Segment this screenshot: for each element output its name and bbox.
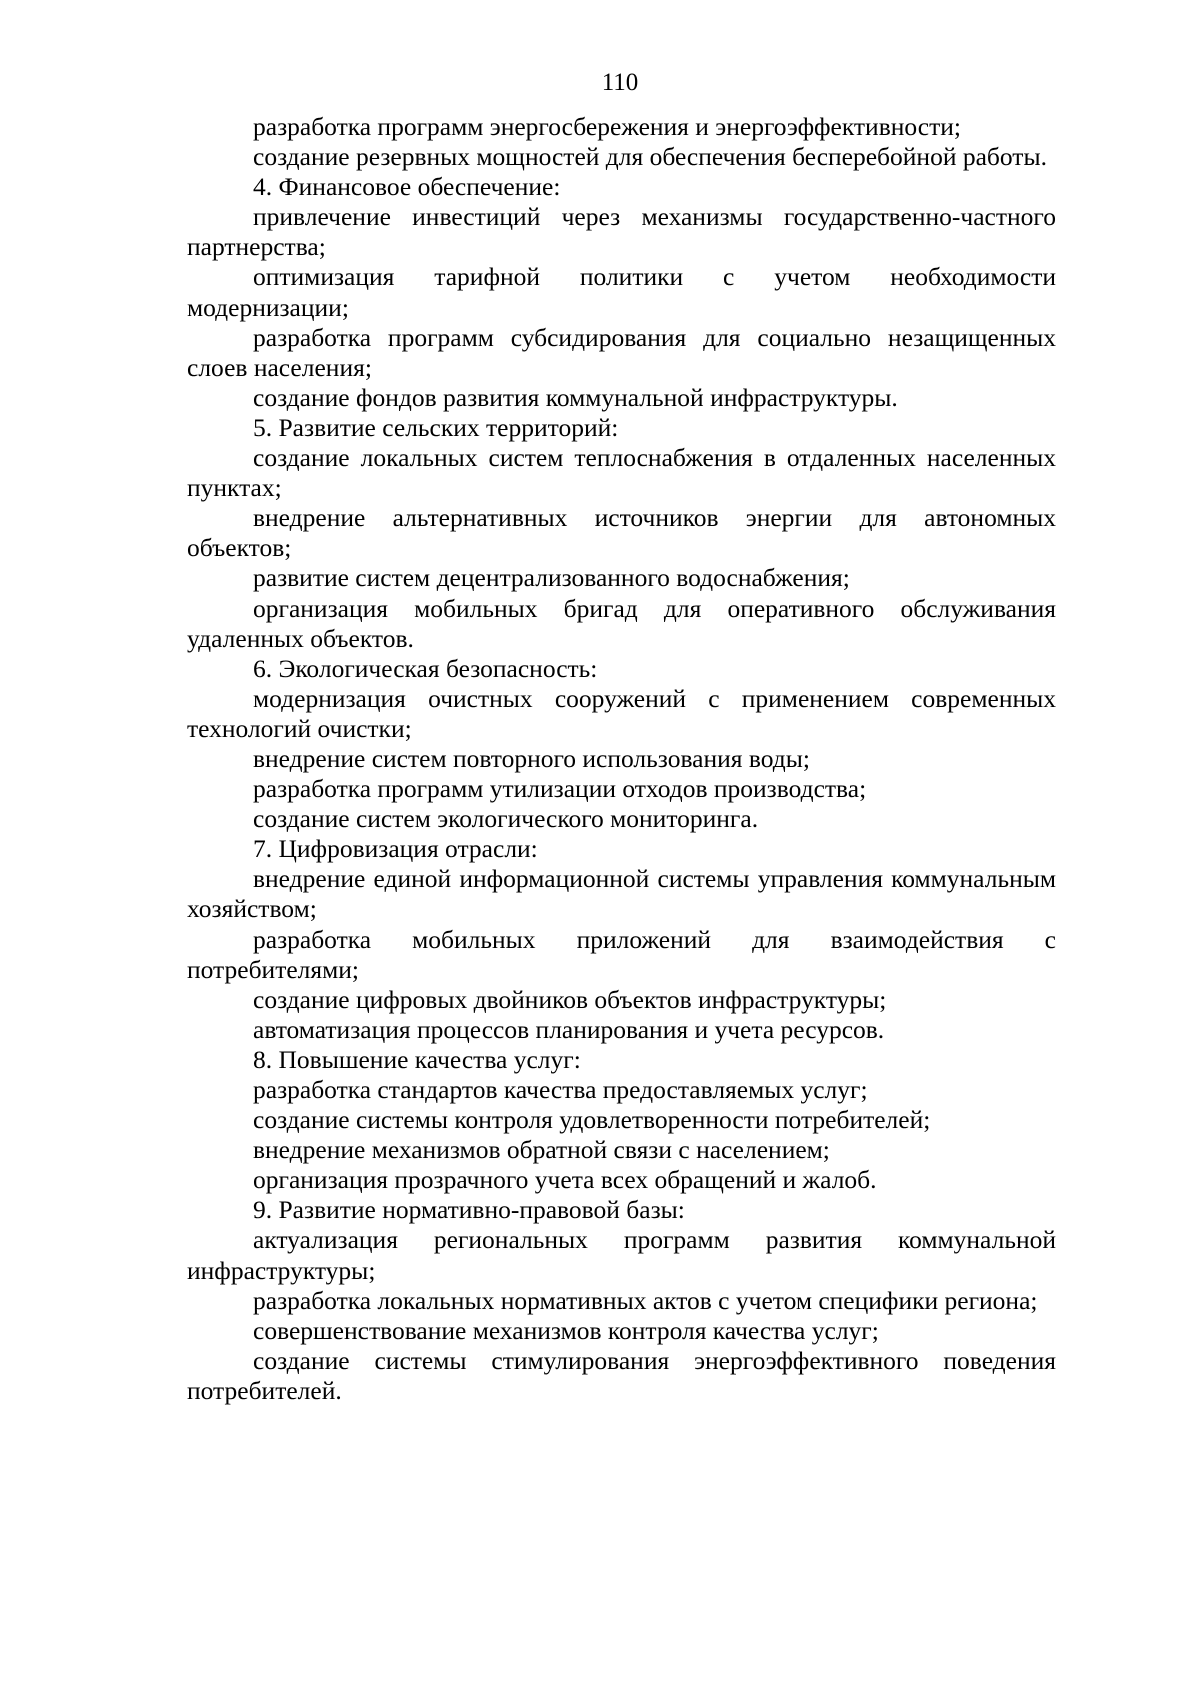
paragraph: создание систем экологического мониторинга. [253, 804, 759, 834]
paragraph: организация мобильных бригад для оперативного обслуживания удаленных объектов. [187, 593, 1056, 653]
section-heading: 8. Повышение качества услуг: [253, 1044, 581, 1074]
paragraph: разработка программ энергосбережения и энергоэффективности; [253, 112, 961, 141]
paragraph: разработка программ утилизации отходов производства; [253, 774, 867, 804]
paragraph: создание цифровых двойников объектов инфраструктуры; [253, 984, 887, 1014]
section-heading: 7. Цифровизация отрасли: [253, 834, 538, 864]
section-heading: 4. Финансовое обеспечение: [253, 172, 561, 202]
paragraph: создание резервных мощностей для обеспечения бесперебойной работы. [253, 142, 1047, 172]
paragraph: развитие систем децентрализованного водоснабжения; [253, 563, 850, 593]
page-number: 110 [601, 69, 639, 96]
section-heading: 9. Развитие нормативно-правовой базы: [253, 1195, 685, 1225]
paragraph: создание системы контроля удовлетворенности потребителей; [253, 1105, 931, 1135]
paragraph: разработка программ субсидирования для социально незащищенных слоев населения; [187, 322, 1056, 382]
paragraph: разработка стандартов качества предоставляемых услуг; [253, 1075, 868, 1104]
paragraph: организация прозрачного учета всех обращений и жалоб. [253, 1165, 877, 1195]
paragraph: привлечение инвестиций через механизмы государственно-частного партнерства; [187, 202, 1056, 262]
paragraph: актуализация региональных программ развития коммунальной инфраструктуры; [187, 1225, 1056, 1285]
paragraph: модернизация очистных сооружений с применением современных технологий очистки; [187, 683, 1056, 743]
section-heading: 5. Развитие сельских территорий: [253, 412, 619, 442]
paragraph: создание системы стимулирования энергоэффективного поведения потребителей. [187, 1345, 1056, 1405]
paragraph: внедрение единой информационной системы управления коммунальным хозяйством; [187, 864, 1056, 924]
paragraph: оптимизация тарифной политики с учетом необходимости модернизации; [187, 262, 1056, 322]
paragraph: создание фондов развития коммунальной инфраструктуры. [253, 382, 898, 412]
paragraph: автоматизация процессов планирования и учета ресурсов. [253, 1014, 885, 1044]
paragraph: разработка мобильных приложений для взаимодействия с потребителями; [187, 924, 1056, 984]
section-heading: 6. Экологическая безопасность: [253, 653, 598, 683]
paragraph: внедрение механизмов обратной связи с населением; [253, 1135, 830, 1165]
paragraph: внедрение альтернативных источников энергии для автономных объектов; [187, 503, 1056, 563]
document-body [187, 112, 1056, 1406]
paragraph: внедрение систем повторного использования воды; [253, 743, 810, 773]
paragraph: разработка локальных нормативных актов с учетом специфики региона; [253, 1285, 1038, 1315]
paragraph: совершенствование механизмов контроля качества услуг; [253, 1315, 879, 1345]
paragraph: создание локальных систем теплоснабжения в отдаленных населенных пунктах; [187, 443, 1056, 503]
